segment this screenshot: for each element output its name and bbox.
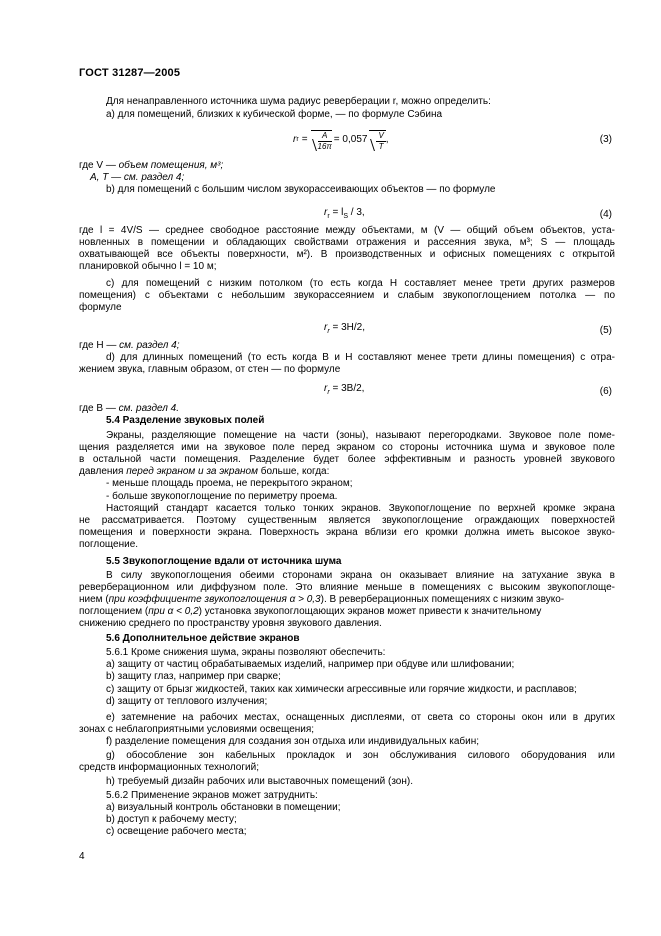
list-item: b) доступ к рабочему месту;: [106, 814, 237, 825]
equation-3: r r = $\frac{A}{16\pi}$ = 0,057 $\frac{V}{T}$ ,: [293, 131, 389, 151]
text-line: а) для помещений, близких к кубической форме, — по формуле Сэбина: [106, 109, 443, 120]
eq-subscript: r: [296, 135, 299, 143]
text-line: с) для помещений с низким потолком (то есть когда H составляет менее трети других размеров: [106, 278, 615, 289]
sqrt-sign: [369, 130, 385, 152]
text-line: нием (при коэффициенте звукопоглощения α > 0,3). В реверберационных помещениях с низким звуко-: [79, 594, 565, 605]
text-line: не рассматривается. Поэтому существенным является звукопоглощение ограждающих поверхностей: [79, 515, 615, 526]
page-number: 4: [79, 851, 85, 862]
equation-6: $r_r = 3B/2$,: [324, 383, 365, 396]
text-line: поглощение.: [79, 539, 139, 550]
list-item: а) защиту от частиц обрабатываемых изделий, например при обдуве или шлифовании;: [106, 659, 515, 670]
text-line: планировкой обычно l = 10 м;: [79, 261, 217, 272]
text-line: где H — см. раздел 4;: [79, 340, 180, 351]
text-line: Настоящий стандарт касается только тонких экранов. Звукопоглощение по верхней кромке экрана: [106, 503, 615, 514]
text-line: формуле: [79, 302, 122, 313]
equation-number: (5): [599, 325, 612, 336]
list-item: d) защиту от теплового излучения;: [106, 696, 268, 707]
list-item: с) освещение рабочего места;: [106, 826, 247, 837]
text-line: снижению среднего по пространству уровня звукового давления.: [79, 618, 382, 629]
list-item: а) визуальный контроль обстановки в помещении;: [106, 802, 341, 813]
page-header: ГОСТ 31287—2005: [79, 67, 181, 79]
text-line: жением звука, главным образом, от стен — по формуле: [79, 364, 341, 375]
numerator: A: [318, 131, 332, 142]
list-item: h) требуемый дизайн рабочих или выставочных помещений (зон).: [106, 776, 413, 787]
section-heading-5-4: 5.4 Разделение звуковых полей: [106, 415, 265, 426]
list-item: - меньше площадь проема, не перекрытого экраном;: [106, 478, 353, 489]
text-line: d) для длинных помещений (то есть когда B и H составляют менее трети длины помещения) с отра-: [106, 352, 615, 363]
text-line: охватывающей все объекты поверхности, м²). В производственных и офисных помещениях с открытой: [79, 249, 615, 260]
text-line: 5.6.2 Применение экранов может затруднить:: [106, 790, 318, 801]
section-heading-5-5: 5.5 Звукопоглощение вдали от источника шума: [106, 556, 342, 567]
equation-number: (4): [599, 209, 612, 220]
eq-symbol: r: [293, 133, 297, 145]
text-line: Для ненаправленного источника шума радиус реверберации r, можно определить:: [106, 96, 491, 107]
eq-tail: ,: [385, 133, 389, 145]
text-line: давления перед экраном и за экраном больше, когда:: [79, 466, 330, 477]
text-line: поглощением (при α < 0,2) установка звукопоглощающих экранов может привести к значительному: [79, 606, 542, 617]
text-line: b) для помещений с большим числом звукорассеивающих объектов — по формуле: [106, 184, 496, 195]
text-line: помещения) с объектами с небольшим звукорассеянием и слабым звукопоглощением потолка — по: [79, 290, 615, 301]
text-line: 5.6.1 Кроме снижения шума, экраны позволяют обеспечить:: [106, 647, 386, 658]
text-line: где V — объем помещения, м³;: [79, 160, 224, 171]
text-line: В силу звукопоглощения обеими сторонами экрана он оказывает влияние на затухание звука в: [106, 570, 615, 581]
list-item: - больше звукопоглощение по периметру проема.: [106, 491, 338, 502]
numerator: V: [378, 131, 384, 140]
eq-coefficient: = 0,057: [333, 133, 368, 145]
section-heading-5-6: 5.6 Дополнительное действие экранов: [106, 633, 300, 644]
equation-4: $r_r = l_S / 3$,: [324, 207, 365, 220]
text-line: зонах с неблагоприятными условиями освещения;: [79, 724, 315, 735]
list-item: с) защиту от брызг жидкостей, таких как химически агрессивные или горячие жидкости, и расплавов;: [106, 684, 577, 695]
denominator: 16π: [317, 142, 332, 151]
text-line: Экраны, разделяющие помещение на части (зоны), называют перегородками. Звуковое поле поме-: [106, 430, 615, 441]
equation-5: $r_r = 3H/2$,: [324, 322, 365, 335]
list-item: f) разделение помещения для создания зон отдыха или индивидуальных кабин;: [106, 736, 480, 747]
text-line: A, T — см. раздел 4;: [90, 172, 185, 183]
list-item: е) затемнение на рабочих местах, оснащенных дисплеями, от света со стороны окон или в других: [106, 712, 615, 723]
text-line: где B — см. раздел 4.: [79, 403, 179, 414]
text-line: щения разделяется ими на звуковое поле перед экраном со стороны источника шума и звуковое поле: [79, 442, 615, 453]
equation-number: (6): [599, 386, 612, 397]
text-line: где l = 4V/S — среднее свободное расстояние между объектами, м (V — общий объем объектов, уста-: [79, 225, 615, 236]
sqrt-sign: [311, 130, 332, 152]
text-line: помещения и поверхности экрана. Поверхность экрана вблизи его кромки должна иметь высокое звуко-: [79, 527, 615, 538]
fraction: [376, 131, 385, 152]
text-line: реверберационном или диффузном поле. Это влияние меньше в помещениях с высоким звукопоглоще-: [79, 582, 615, 593]
text-line: средств информационных технологий;: [79, 762, 259, 773]
text-line: в остальной части помещения. Разделение будет более эффективным и разность уровней звукового: [79, 454, 615, 465]
equation-number: (3): [599, 134, 612, 145]
text-line: новленных в помещении и обладающих свойствами отражения и рассеяния звука, м³; S — площадь: [79, 237, 615, 248]
list-item: g) обособление зон кабельных прокладок и зон обслуживания силового оборудования или: [106, 750, 615, 761]
list-item: b) защиту глаз, например при сварке;: [106, 671, 281, 682]
denominator: T: [378, 142, 384, 151]
fraction: [318, 131, 332, 152]
